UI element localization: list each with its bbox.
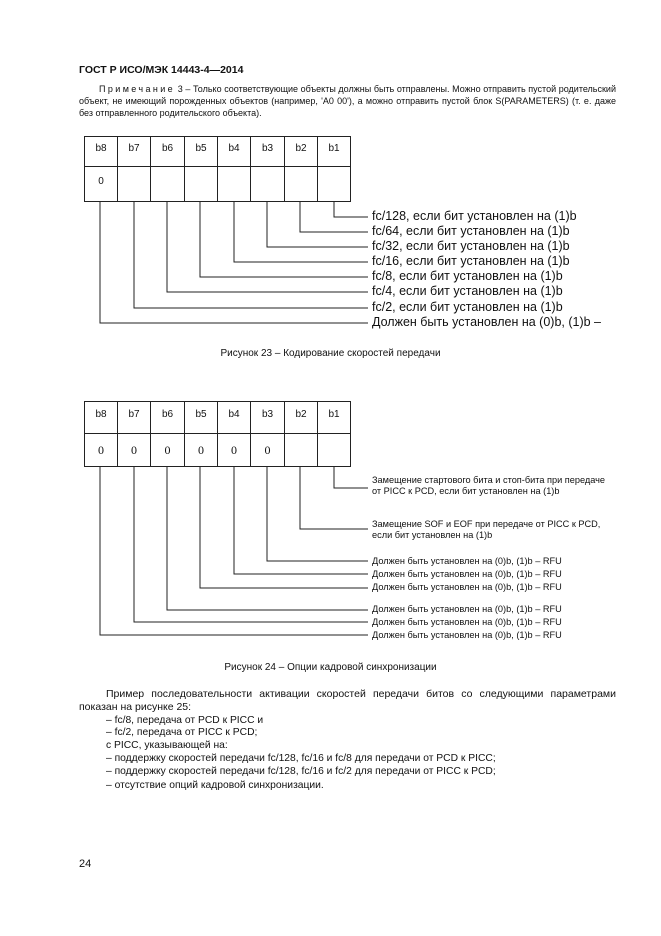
f24-label-b3: Должен быть установлен на (0)b, (1)b – RFU bbox=[372, 556, 562, 566]
f23-label-b6: fc/4, если бит установлен на (1)b bbox=[372, 284, 563, 298]
body-intro: Пример последовательности активации скоростей передачи битов со следующими параметрами показан на рисунке 25: bbox=[79, 688, 616, 713]
f23-bit-b6: b6 bbox=[161, 143, 174, 154]
note-text: 3 – Только соответствующие объекты должны быть отправлены. Можно отправить пустой родительский объект, не имеющий порожденных объектов (например, 'A0 00'), а можно отправить пустой блок S(PARAMETERS) (т. е. даже без отправленного родительского объекта). bbox=[79, 84, 616, 118]
f23-label-b7: fc/2, если бит установлен на (1)b bbox=[372, 300, 563, 314]
f24-label-b8: Должен быть установлен на (0)b, (1)b – RFU bbox=[372, 630, 562, 640]
f23-bit-b7: b7 bbox=[128, 143, 140, 154]
f23-bit-b1: b1 bbox=[328, 143, 340, 154]
with-picc-line: с PICC, указывающей на: bbox=[106, 740, 228, 751]
f23-label-b3: fc/32, если бит установлен на (1)b bbox=[372, 239, 570, 253]
f24-value-b8: 0 bbox=[98, 443, 104, 457]
f23-bit-b2: b2 bbox=[295, 143, 307, 154]
figure-24-caption: Рисунок 24 – Опции кадровой синхронизации bbox=[224, 662, 437, 673]
f23-bit-b4: b4 bbox=[228, 143, 240, 154]
f24-bit-b6: b6 bbox=[161, 409, 174, 420]
figure-23-caption: Рисунок 23 – Кодирование скоростей передачи bbox=[220, 348, 441, 359]
f24-label-b6: Должен быть установлен на (0)b, (1)b – RFU bbox=[372, 604, 562, 614]
f23-label-b4: fc/16, если бит установлен на (1)b bbox=[372, 254, 570, 268]
f24-bit-b2: b2 bbox=[295, 409, 307, 420]
f24-value-b7: 0 bbox=[131, 443, 137, 457]
f24-label-b4: Должен быть установлен на (0)b, (1)b – RFU bbox=[372, 569, 562, 579]
f24-bit-b1: b1 bbox=[328, 409, 340, 420]
f24-label-b7: Должен быть установлен на (0)b, (1)b – RFU bbox=[372, 617, 562, 627]
f23-bit-b8: b8 bbox=[95, 143, 107, 154]
page-number: 24 bbox=[79, 858, 92, 870]
f24-bit-b3: b3 bbox=[261, 409, 274, 420]
f24-bit-b8: b8 bbox=[95, 409, 107, 420]
f23-value-b8: 0 bbox=[98, 176, 104, 187]
f24-value-b4: 0 bbox=[231, 443, 237, 457]
f24-bit-b5: b5 bbox=[195, 409, 207, 420]
list2-item-3: – отсутствие опций кадровой синхронизации. bbox=[106, 780, 324, 791]
f23-label-b2: fc/64, если бит установлен на (1)b bbox=[372, 224, 570, 238]
f24-label-b5: Должен быть установлен на (0)b, (1)b – RFU bbox=[372, 582, 562, 592]
f24-value-b3: 0 bbox=[264, 443, 271, 457]
f23-label-b5: fc/8, если бит установлен на (1)b bbox=[372, 269, 563, 283]
note-label: Примечание bbox=[99, 84, 176, 94]
f23-bit-b5: b5 bbox=[195, 143, 207, 154]
document-header: ГОСТ Р ИСО/МЭК 14443-4—2014 bbox=[79, 64, 244, 76]
list2-item-2: – поддержку скоростей передачи fc/128, fc/16 и fc/2 для передачи от PICC к PCD; bbox=[106, 766, 496, 777]
f24-bit-b7: b7 bbox=[128, 409, 140, 420]
list2-item-1: – поддержку скоростей передачи fc/128, fc/16 и fc/8 для передачи от PCD к PICC; bbox=[106, 753, 496, 764]
f23-label-b1: fc/128, если бит установлен на (1)b bbox=[372, 209, 577, 223]
list1-item-1: – fc/8, передача от PCD к PICC и bbox=[106, 715, 264, 726]
f24-value-b6: 0 bbox=[164, 443, 171, 457]
f24-bit-b4: b4 bbox=[228, 409, 240, 420]
f23-label-b8: Должен быть установлен на (0)b, (1)b – bbox=[372, 315, 602, 329]
list1-item-2: – fc/2, передача от PICC к PCD; bbox=[106, 727, 258, 738]
f24-value-b5: 0 bbox=[198, 443, 204, 457]
f24-label-b1: Замещение стартового бита и стоп-бита при передаче от PICC к PCD, если бит установлен на (1)b bbox=[372, 475, 606, 497]
f23-bit-b3: b3 bbox=[261, 143, 274, 154]
f24-label-b2: Замещение SOF и EOF при передаче от PICC к PCD, если бит установлен на (1)b bbox=[372, 519, 601, 541]
